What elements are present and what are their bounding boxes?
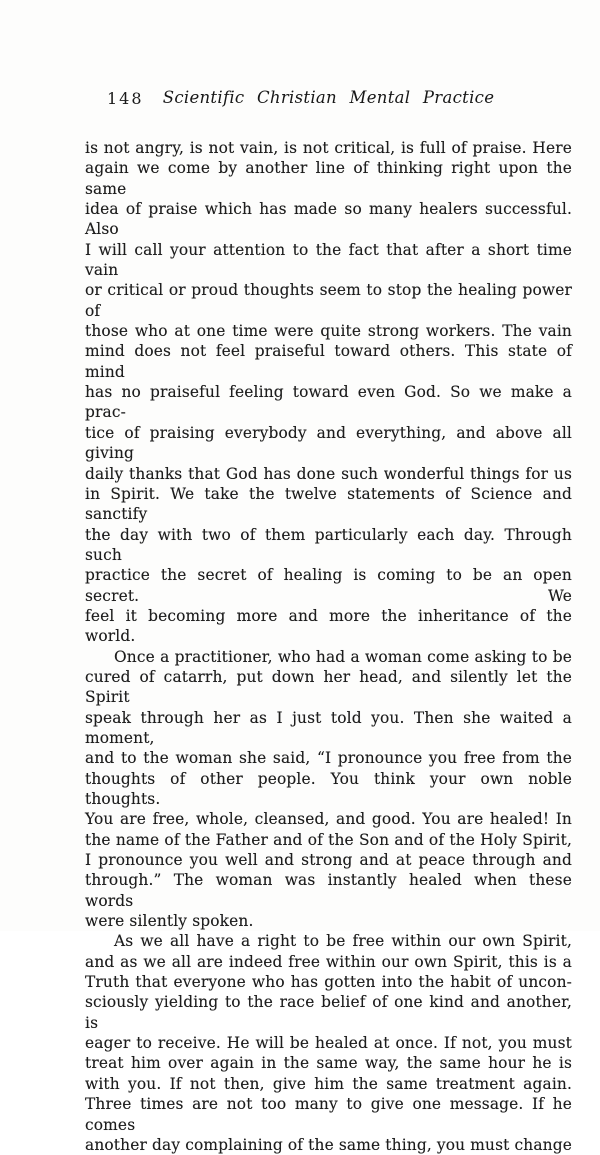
text-line: Truth that everyone who has gotten into the habit of uncon- — [85, 973, 572, 992]
text-line: is not angry, is not vain, is not critical, is full of praise. Here — [85, 139, 572, 157]
text-line: has no praiseful feeling toward even God. So we make a prac- — [85, 383, 572, 422]
text-line: idea of praise which has made so many healers successful. Also — [85, 200, 572, 239]
text-line: I will call your attention to the fact that after a short time vain — [85, 240, 572, 280]
paragraph — [85, 647, 572, 932]
running-title: Scientific Christian Mental Practice — [162, 88, 495, 107]
text-line: mind does not feel praiseful toward others. This state of mind — [85, 342, 572, 381]
text-line: cured of catarrh, put down her head, and silently let the Spirit — [85, 667, 572, 707]
text-line: and as we all are indeed free within our own Spirit, this is a — [85, 952, 572, 971]
text-line: thoughts of other people. You think your own noble thoughts. — [85, 769, 572, 808]
page-number: 148 — [107, 89, 144, 108]
paragraph — [85, 138, 572, 647]
paragraph — [85, 931, 572, 1155]
text-line: Three times are not too many to give one message. If he comes — [85, 1095, 572, 1134]
text-line: tice of praising everybody and everything, and above all giving — [85, 423, 572, 463]
text-line: again we come by another line of thinking right upon the same — [85, 159, 572, 198]
text-line: in Spirit. We take the twelve statements of Science and sanctify — [85, 484, 572, 524]
text-line: speak through her as I just told you. Then she waited a moment, — [85, 708, 572, 747]
text-line: daily thanks that God has done such wonderful things for us — [85, 464, 572, 483]
text-line: treat him over again in the same way, the same hour he is — [85, 1054, 572, 1073]
text-line: Once a practitioner, who had a woman come asking to be — [114, 647, 572, 666]
text-line: You are free, whole, cleansed, and good. You are healed! In — [85, 810, 572, 829]
text-line: with you. If not then, give him the same treatment again. — [85, 1074, 572, 1093]
body-text — [85, 138, 572, 1155]
text-line: eager to receive. He will be healed at once. If not, you must — [85, 1034, 572, 1053]
page-header — [85, 88, 572, 110]
text-line: were silently spoken. — [85, 912, 254, 931]
text-line: through.” The woman was instantly healed when these words — [85, 871, 572, 910]
text-line: As we all have a right to be free within our own Spirit, — [114, 932, 572, 951]
text-line: the day with two of them particularly each day. Through such — [85, 525, 572, 564]
text-line: practice the secret of healing is coming to be an open secret. We — [85, 566, 572, 605]
text-line: and to the woman she said, “I pronounce you free from the — [85, 749, 572, 768]
text-line: those who at one time were quite strong workers. The vain — [85, 322, 572, 341]
text-line: or critical or proud thoughts seem to stop the healing power of — [85, 281, 572, 320]
text-line: sciously yielding to the race belief of one kind and another, is — [85, 993, 572, 1032]
text-line: another day complaining of the same thing, you must change — [85, 1135, 572, 1154]
text-line: the name of the Father and of the Son and of the Holy Spirit, — [85, 830, 572, 849]
text-line: feel it becoming more and more the inheritance of the world. — [85, 606, 572, 646]
text-line: I pronounce you well and strong and at peace through and — [85, 851, 572, 870]
